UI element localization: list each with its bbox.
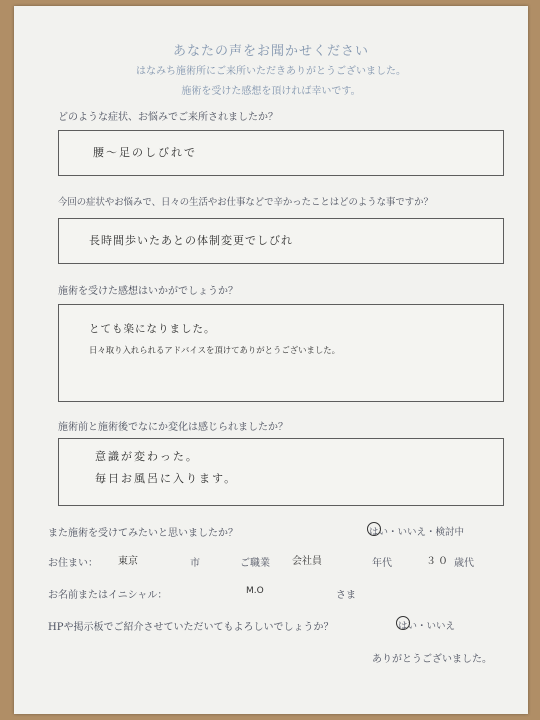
- hp-consent-options[interactable]: はい・いいえ: [398, 621, 456, 632]
- hp-consent-selected-circle: [396, 616, 410, 630]
- question-3-label: 施術を受けた感想はいかがでしょうか？: [58, 286, 238, 297]
- question-3-answer-line-1: とても楽になりました。: [89, 323, 216, 335]
- sheet-title: あなたの声をお聞かせください: [172, 44, 369, 59]
- question-4-label: 施術前と施術後でなにか変化は感じられましたか？: [58, 422, 288, 433]
- revisit-selected-circle: [367, 522, 381, 536]
- question-2-label: 今回の症状やお悩みで、日々の生活やお仕事などで辛かったことはどのような事ですか？: [58, 197, 433, 208]
- age-suffix: 歳代: [454, 558, 474, 569]
- question-1-answer-box[interactable]: [58, 130, 504, 176]
- revisit-options[interactable]: はい・いいえ・検討中: [369, 527, 465, 538]
- revisit-question: また施術を受けてみたいと思いましたか？: [48, 528, 238, 539]
- question-4-answer-box[interactable]: [58, 438, 504, 506]
- residence-value[interactable]: 東京: [118, 556, 138, 567]
- sheet-thanks-line: はなみち施術所にご来所いただきありがとうございました。: [136, 66, 406, 77]
- closing-thanks: ありがとうございました。: [372, 654, 492, 665]
- question-4-answer-line-2: 毎日お風呂に入ります。: [95, 472, 238, 485]
- residence-label: お住まい：: [48, 558, 98, 569]
- hp-consent-question: HPや掲示板でご紹介させていただいてもよろしいでしょうか？: [48, 622, 334, 633]
- age-label: 年代: [372, 558, 392, 569]
- age-value[interactable]: ３０: [426, 556, 450, 567]
- residence-suffix: 市: [190, 558, 200, 569]
- question-3-answer-line-2: 日々取り入れられるアドバイスを頂けてありがとうございました。: [89, 345, 340, 355]
- question-1-label: どのような症状、お悩みでご来所されましたか？: [58, 112, 278, 123]
- sheet-request-line: 施術を受けた感想を頂ければ幸いです。: [181, 86, 361, 97]
- question-2-answer-box[interactable]: [58, 218, 504, 264]
- name-label: お名前またはイニシャル：: [48, 590, 168, 601]
- occupation-value[interactable]: 会社員: [292, 556, 322, 567]
- question-3-answer-box[interactable]: [58, 304, 504, 402]
- question-1-answer: 腰～足のしびれで: [93, 146, 197, 159]
- questionnaire-sheet: [14, 6, 528, 714]
- question-2-answer: 長時間歩いたあとの体制変更でしびれ: [89, 234, 293, 247]
- question-4-answer-line-1: 意識が変わった。: [95, 450, 199, 463]
- name-suffix: さま: [336, 590, 356, 601]
- occupation-label: ご職業: [240, 558, 270, 569]
- name-value[interactable]: M.O: [246, 586, 264, 596]
